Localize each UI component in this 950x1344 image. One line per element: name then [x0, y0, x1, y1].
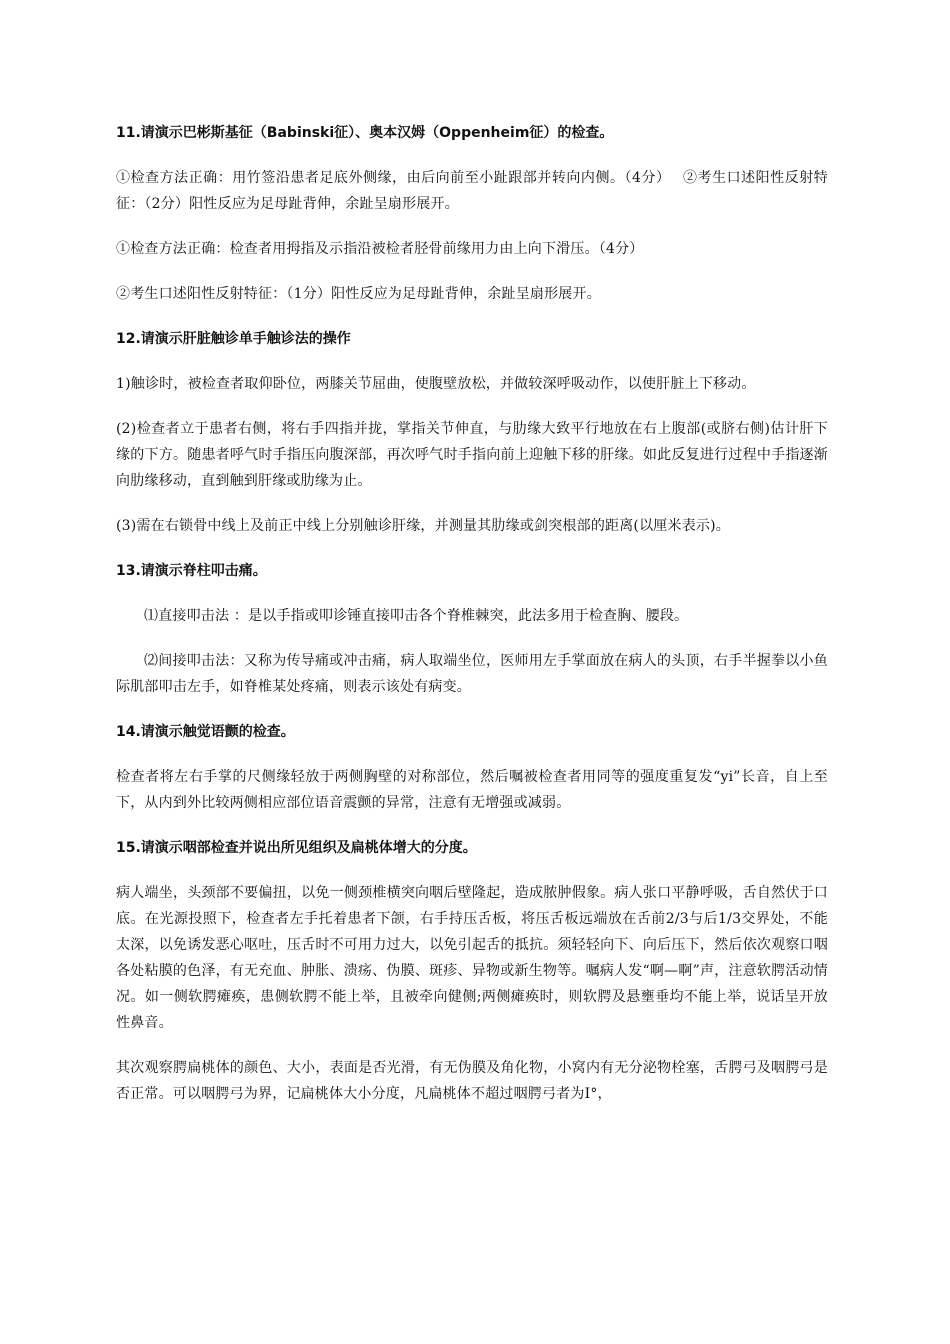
- section-11-paragraph-2: ①检查方法正确：检查者用拇指及示指沿被检者胫骨前缘用力由上向下滑压。（4分）: [116, 241, 644, 257]
- section-14-heading: 14.请演示触觉语颤的检查。: [116, 724, 295, 740]
- section-13-paragraph-1: ⑴直接叩击法 ：是以手指或叩诊锤直接叩击各个脊椎棘突，此法多用于检查胸、腰段。: [144, 608, 689, 624]
- section-11-paragraph-1: ①检查方法正确：用竹签沿患者足底外侧缘，由后向前至小趾跟部并转向内侧。（4分） ②考生口述阳性反射特征：（2分）阳性反应为足母趾背伸，余趾呈扇形展开。: [116, 170, 828, 212]
- document-page: [116, 120, 828, 1126]
- section-15-heading: 15.请演示咽部检查并说出所见组织及扁桃体增大的分度。: [116, 840, 477, 856]
- section-12-paragraph-3: (3)需在右锁骨中线上及前正中线上分别触诊肝缘，并测量其肋缘或剑突根部的距离(以厘米表示)。: [116, 518, 730, 534]
- section-13-heading: 13.请演示脊柱叩击痛。: [116, 563, 267, 579]
- section-14-paragraph-1: 检查者将左右手掌的尺侧缘轻放于两侧胸壁的对称部位，然后嘱被检查者用同等的强度重复发“yi”长音，自上至下，从内到外比较两侧相应部位语音震颤的异常，注意有无增强或减弱。: [116, 769, 828, 811]
- section-12-paragraph-2: (2)检查者立于患者右侧，将右手四指并拢，掌指关节伸直，与肋缘大致平行地放在右上腹部(或脐右侧)估计肝下缘的下方。随患者呼气时手指压向腹深部，再次呼气时手指向前上迎触下移的肝缘。如此反复进行过程中手指逐渐向肋缘移动，直到触到肝缘或肋缘为止。: [116, 421, 828, 489]
- section-13-paragraph-2: ⑵间接叩击法：又称为传导痛或冲击痛，病人取端坐位，医师用左手掌面放在病人的头顶，右手半握拳以小鱼际肌部叩击左手，如脊椎某处疼痛，则表示该处有病变。: [116, 653, 828, 695]
- section-11-paragraph-3: ②考生口述阳性反射特征：（1分）阳性反应为足母趾背伸，余趾呈扇形展开。: [116, 286, 601, 302]
- section-12-paragraph-1: 1)触诊时，被检查者取仰卧位，两膝关节屈曲，使腹壁放松，并做较深呼吸动作，以使肝脏上下移动。: [116, 376, 756, 392]
- section-15-paragraph-1: 病人端坐，头颈部不要偏扭，以免一侧颈椎横突向咽后壁隆起，造成脓肿假象。病人张口平静呼吸，舌自然伏于口底。在光源投照下，检查者左手托着患者下颌，右手持压舌板，将压舌板远端放在舌前2/3与后1/3交界处，不能太深，以免诱发恶心呕吐，压舌时不可用力过大，以免引起舌的抵抗。须轻轻向下、向后压下，然后依次观察口咽各处粘膜的色泽，有无充血、肿胀、溃疡、伪膜、斑疹、异物或新生物等。嘱病人发“啊—啊”声，注意软腭活动情况。如一侧软腭瘫痪，患侧软腭不能上举，且被牵向健侧;两侧瘫痪时，则软腭及悬壅垂均不能上举，说话呈开放性鼻音。: [116, 885, 828, 1031]
- section-15-paragraph-2: 其次观察腭扁桃体的颜色、大小，表面是否光滑，有无伪膜及角化物，小窝内有无分泌物栓塞，舌腭弓及咽腭弓是否正常。可以咽腭弓为界，记扁桃体大小分度，凡扁桃体不超过咽腭弓者为Ⅰ°，: [116, 1060, 828, 1102]
- section-11-heading: 11.请演示巴彬斯基征（Babinski征）、奥本汉姆（Oppenheim征）的检查。: [116, 125, 614, 141]
- section-12-heading: 12.请演示肝脏触诊单手触诊法的操作: [116, 331, 351, 347]
